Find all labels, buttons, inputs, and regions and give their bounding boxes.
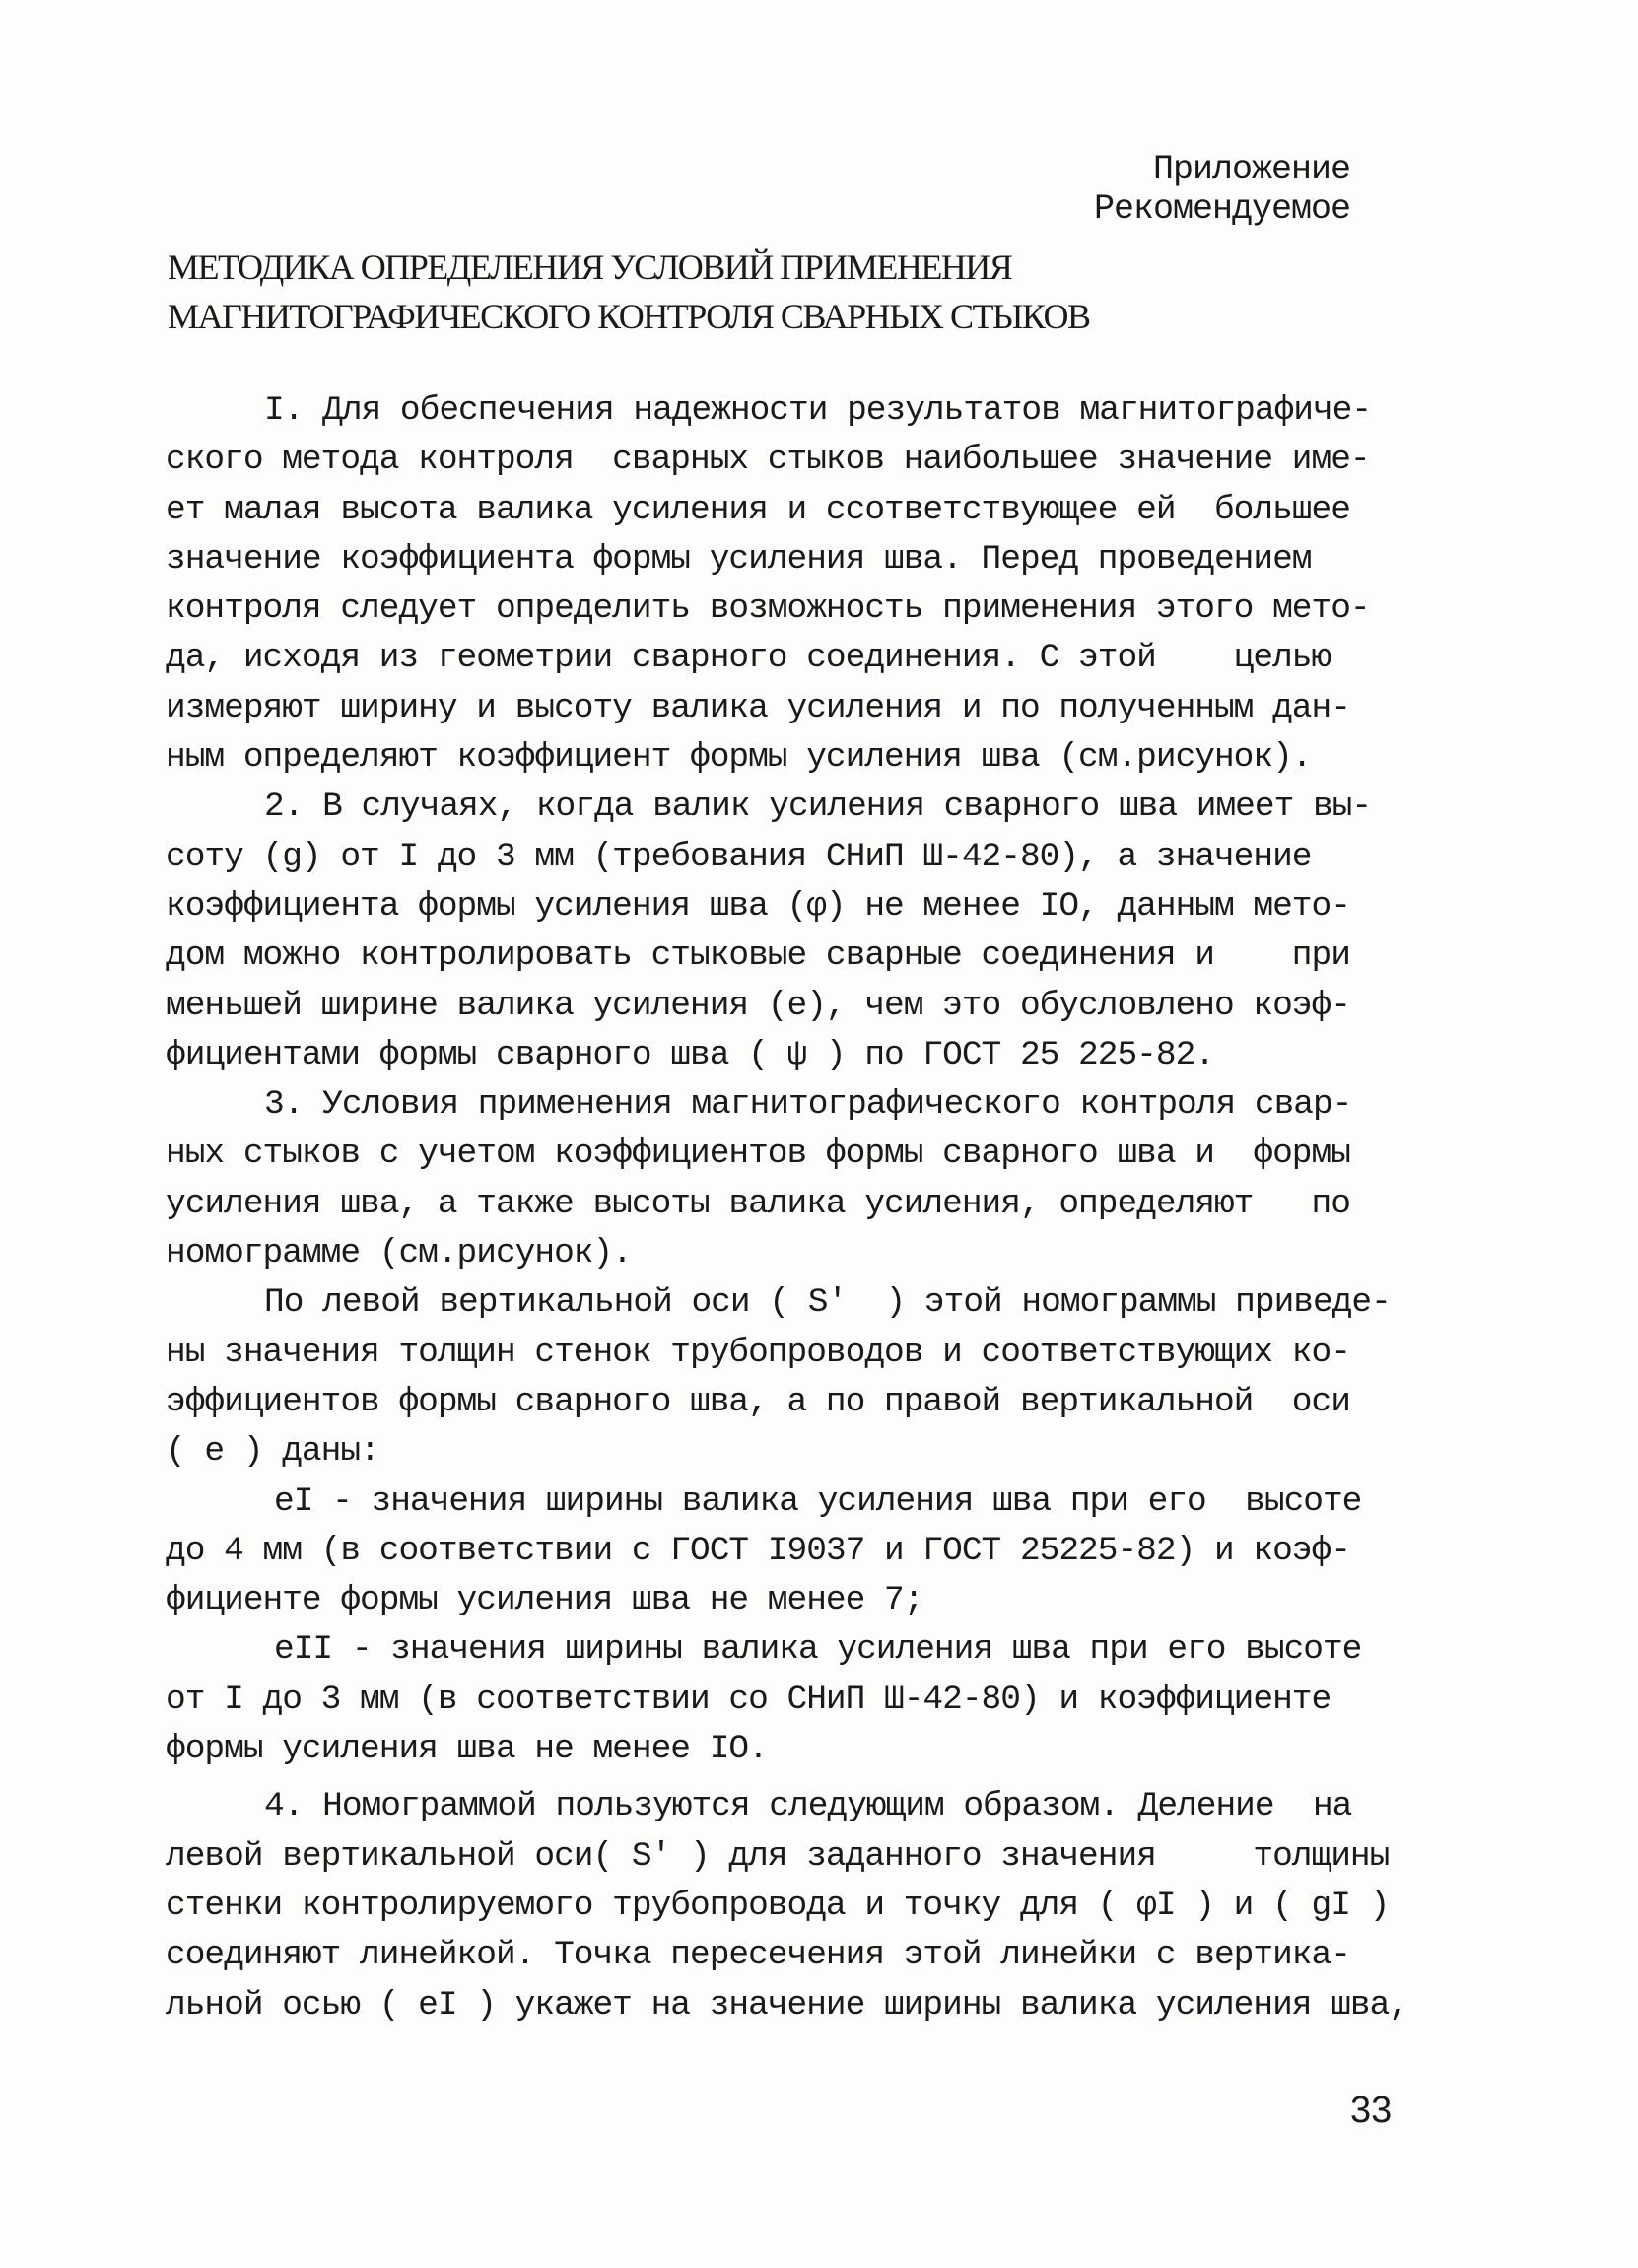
paragraph-1-line: измеряют ширину и высоту валика усиления и по полученным дан- [166,688,1350,727]
paragraph-2-line: коэффициента формы усиления шва (φ) не менее IO, данным мето- [166,886,1350,926]
paragraph-4-line: 4. Номограммой пользуются следующим образом. Деление на [264,1787,1352,1826]
definition-e1-line: eI - значения ширины валика усиления шва при его высоте [274,1481,1362,1521]
paragraph-4-line: льной осью ( eI ) укажет на значение ширины валика усиления шва, [166,1985,1409,2025]
paragraph-2-line: меньшей ширине валика усиления (е), чем это обусловлено коэф- [166,986,1350,1025]
title-line-2: МАГНИТОГРАФИЧЕСКОГО КОНТРОЛЯ СВАРНЫХ СТЫКОВ [168,297,1090,336]
appendix-label: Приложение [1152,150,1350,189]
paragraph-4-line: стенки контролируемого трубопровода и точку для ( φI ) и ( gI ) [166,1886,1390,1925]
paragraph-axis-line: ( e ) даны: [166,1432,379,1472]
paragraph-4-line: левой вертикальной оси( S′ ) для заданного значения толщины [166,1836,1390,1876]
paragraph-1-line: I. Для обеспечения надежности результатов магнитографиче- [264,391,1372,430]
paragraph-1-line: да, исходя из геометрии сварного соединения. С этой целью [166,639,1331,678]
paragraph-4-line: соединяют линейкой. Точка пересечения этой линейки с вертика- [166,1936,1350,1975]
paragraph-2-line: 2. В случаях, когда валик усиления сварного шва имеет вы- [264,788,1372,827]
definition-e2-line: от I до 3 мм (в соответствии со СНиП Ш-42-80) и коэффициенте [166,1680,1331,1719]
body-text [166,386,1417,2030]
paragraph-1-line: ным определяют коэффициент формы усиления шва (см.рисунок). [166,738,1312,778]
paragraph-3-line: ных стыков с учетом коэффициентов формы сварного шва и формы [166,1134,1350,1174]
paragraph-1-line: ского метода контроля сварных стыков наибольшее значение име- [166,441,1370,480]
definition-e1-line: фициенте формы усиления шва не менее 7; [166,1581,923,1620]
paragraph-gap [166,1774,1417,1782]
paragraph-axis-line: ны значения толщин стенок трубопроводов и соответствующих ко- [166,1333,1350,1372]
definition-e1-line: до 4 мм (в соответствии с ГОСТ I9037 и ГОСТ 25225-82) и коэф- [166,1531,1350,1570]
paragraph-1-line: контроля следует определить возможность применения этого мето- [166,589,1370,629]
paragraph-3-line: 3. Условия применения магнитографического контроля свар- [264,1085,1352,1125]
paragraph-1-line: ет малая высота валика усиления и ссответствующее ей большее [166,490,1350,529]
appendix-header [1094,150,1350,229]
title-line-1: МЕТОДИКА ОПРЕДЕЛЕНИЯ УСЛОВИЙ ПРИМЕНЕНИЯ [168,247,1012,287]
paragraph-axis-line: эффициентов формы сварного шва, а по правой вертикальной оси [166,1382,1350,1421]
definition-e2-line: eII - значения ширины валика усиления шва при его высоте [274,1630,1362,1670]
paragraph-1-line: значение коэффициента формы усиления шва. Перед проведением [166,539,1312,579]
document-title [168,242,1090,341]
page-number: 33 [1350,2090,1393,2131]
appendix-status: Рекомендуемое [1093,189,1350,229]
paragraph-2-line: фициентами формы сварного шва ( ψ ) по ГОСТ 25 225-82. [166,1035,1214,1074]
paragraph-2-line: дом можно контролировать стыковые сварные соединения и при [166,936,1350,976]
paragraph-2-line: соту (g) от I до 3 мм (требования СНиП Ш-42-80), а значение [166,837,1312,876]
paragraph-3-line: номограмме (см.рисунок). [166,1234,632,1273]
paragraph-axis-line: По левой вертикальной оси ( S′ ) этой номограммы приведе- [264,1283,1391,1323]
definition-e2-line: формы усиления шва не менее IO. [166,1730,768,1769]
paragraph-3-line: усиления шва, а также высоты валика усиления, определяют по [166,1184,1350,1223]
